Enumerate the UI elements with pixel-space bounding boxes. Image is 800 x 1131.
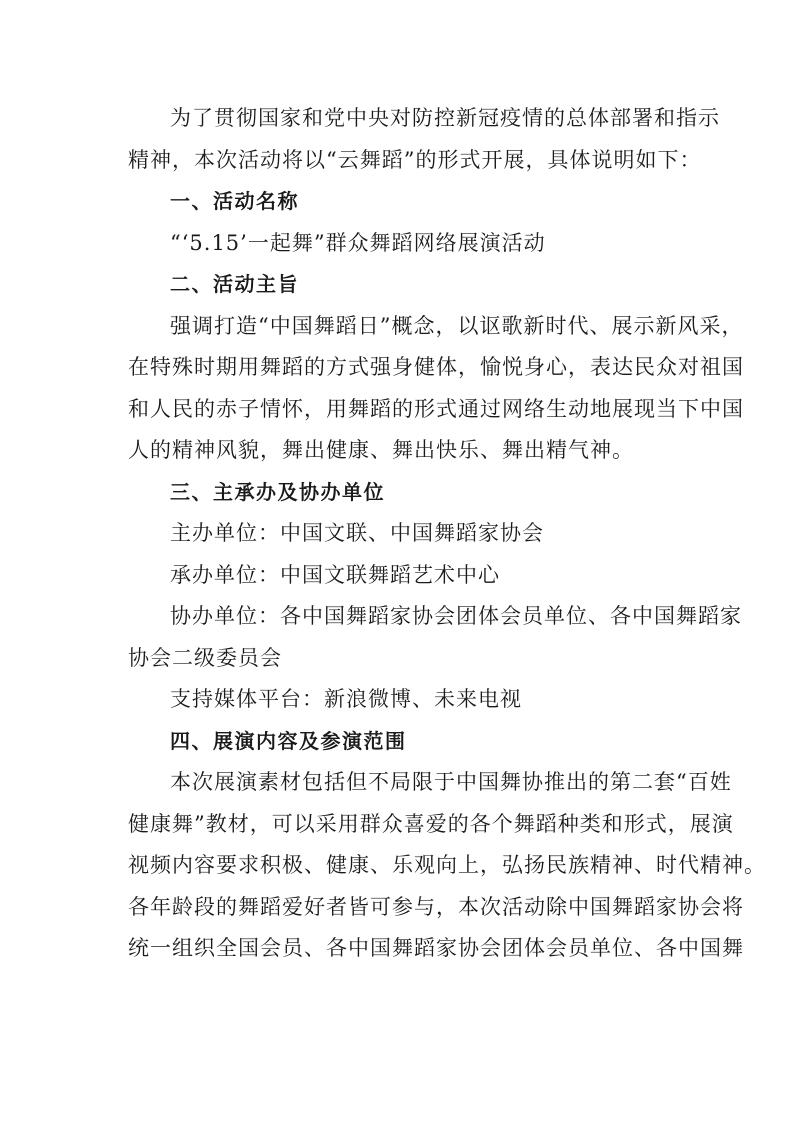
section1-heading: 一、活动名称	[170, 189, 299, 213]
section4-line-4: 各年龄段的舞蹈爱好者皆可参与，本次活动除中国舞蹈家协会将	[128, 894, 744, 919]
intro-paragraph	[128, 98, 720, 181]
section4-line-3: 视频内容要求积极、健康、乐观向上，弘扬民族精神、时代精神。	[128, 853, 766, 877]
section3-heading: 三、主承办及协办单位	[170, 479, 385, 504]
section4-heading: 四、展演内容及参演范围	[170, 728, 407, 753]
section2-line-2: 在特殊时期用舞蹈的方式强身健体，愉悦身心，表达民众对祖国	[128, 355, 744, 379]
section3-co-organizer-line-2: 协会二级委员会	[128, 645, 282, 670]
section2-line-4: 人的精神风貌，舞出健康、舞出快乐、舞出精气神。	[128, 438, 634, 462]
section3-host: 主办单位：中国文联、中国舞蹈家协会	[170, 521, 544, 545]
section4-line-1: 本次展演素材包括但不局限于中国舞协推出的第二套“百姓	[170, 770, 732, 794]
section4-line-2: 健康舞”教材，可以采用群众喜爱的各个舞蹈种类和形式，展演	[128, 811, 734, 836]
section2-heading: 二、活动主旨	[170, 272, 299, 296]
section3-co-organizer	[128, 596, 742, 679]
section2-line-3: 和人民的赤子情怀，用舞蹈的形式通过网络生动地展现当下中国	[128, 396, 744, 421]
section4-paragraph	[128, 762, 766, 970]
intro-line-2: 精神，本次活动将以“云舞蹈”的形式开展，具体说明如下：	[128, 147, 702, 172]
section4-line-5: 统一组织全国会员、各中国舞蹈家协会团体会员单位、各中国舞	[128, 936, 744, 960]
section3-co-organizer-line-1: 协办单位：各中国舞蹈家协会团体会员单位、各中国舞蹈家	[170, 604, 742, 628]
section2-paragraph	[128, 306, 744, 472]
section3-organizer: 承办单位：中国文联舞蹈艺术中心	[170, 562, 500, 587]
intro-line-1: 为了贯彻国家和党中央对防控新冠疫情的总体部署和指示	[170, 106, 720, 130]
section2-line-1: 强调打造“中国舞蹈日”概念，以讴歌新时代、展示新风采，	[170, 313, 744, 338]
section3-media: 支持媒体平台：新浪微博、未来电视	[170, 687, 522, 711]
section1-line-1: “‘5.15’一起舞”群众舞蹈网络展演活动	[170, 230, 546, 255]
